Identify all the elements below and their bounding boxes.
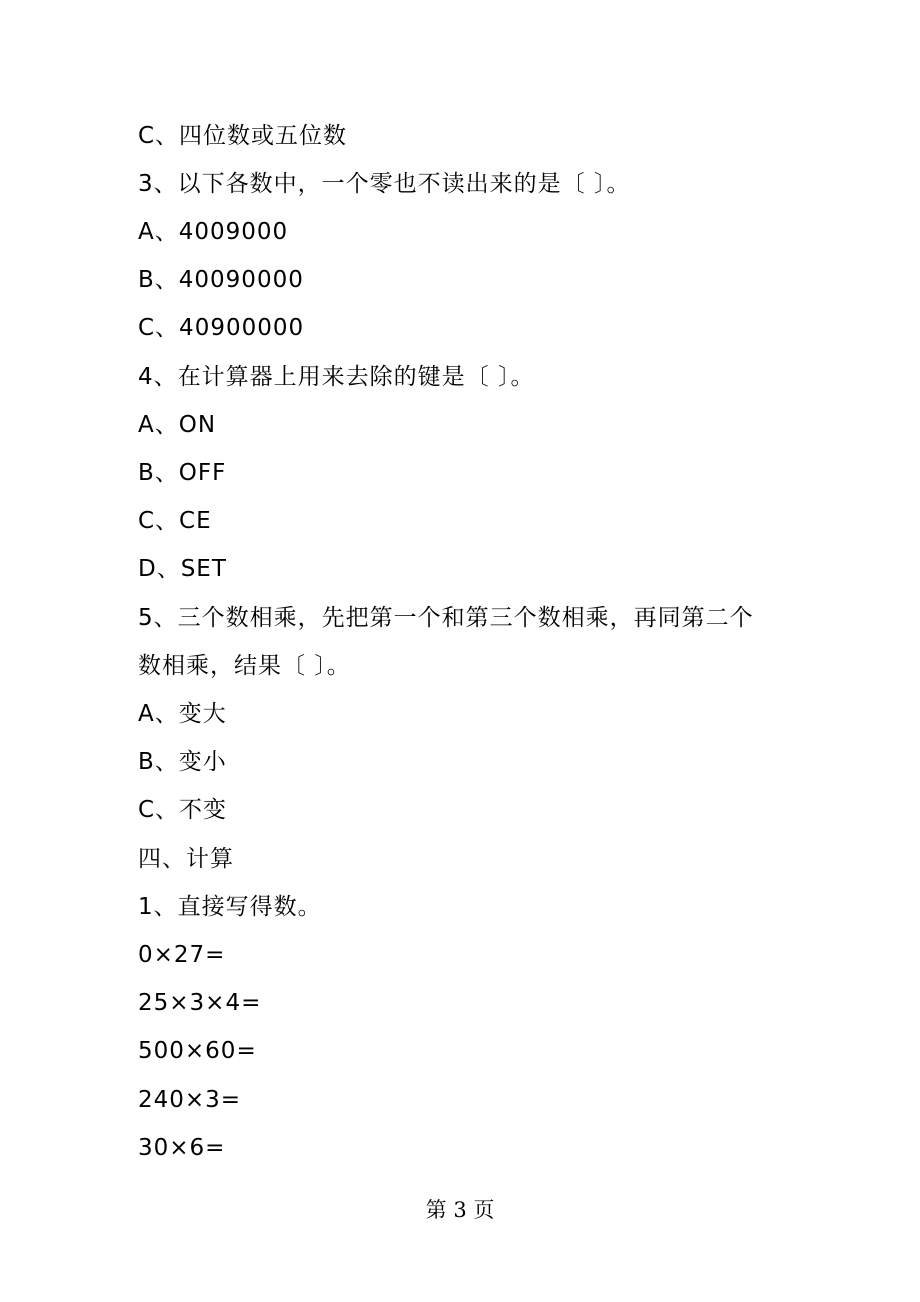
calc-item-1: 0×27= — [138, 942, 226, 968]
calc-question-1: 1、直接写得数。 — [138, 894, 322, 920]
question-4: 4、在计算器上用来去除的键是〔 〕。 — [138, 364, 535, 390]
question-3: 3、以下各数中，一个零也不读出来的是〔 〕。 — [138, 171, 631, 197]
option-c-q4: C、CE — [138, 508, 212, 534]
option-b-q4: B、OFF — [138, 460, 227, 486]
option-b-q3: B、40090000 — [138, 267, 304, 293]
option-c-q5: C、不变 — [138, 797, 228, 823]
calc-item-4: 240×3= — [138, 1087, 242, 1113]
question-5-line-1: 5、三个数相乘，先把第一个和第三个数相乘，再同第二个 — [138, 605, 754, 631]
option-a-q3: A、4009000 — [138, 219, 289, 245]
calc-item-5: 30×6= — [138, 1135, 226, 1161]
page-number-footer: 第 3 页 — [425, 1198, 495, 1222]
option-a-q5: A、变大 — [138, 701, 227, 727]
section-heading-calc: 四、计算 — [138, 846, 234, 872]
option-d-q4: D、SET — [138, 556, 227, 582]
calc-item-2: 25×3×4= — [138, 990, 262, 1016]
calc-item-3: 500×60= — [138, 1038, 257, 1064]
option-b-q5: B、变小 — [138, 749, 227, 775]
question-5-line-2: 数相乘，结果〔 〕。 — [138, 653, 351, 679]
option-c-q3: C、40900000 — [138, 315, 305, 341]
option-a-q4: A、ON — [138, 412, 217, 438]
option-c-q2: C、四位数或五位数 — [138, 123, 348, 149]
